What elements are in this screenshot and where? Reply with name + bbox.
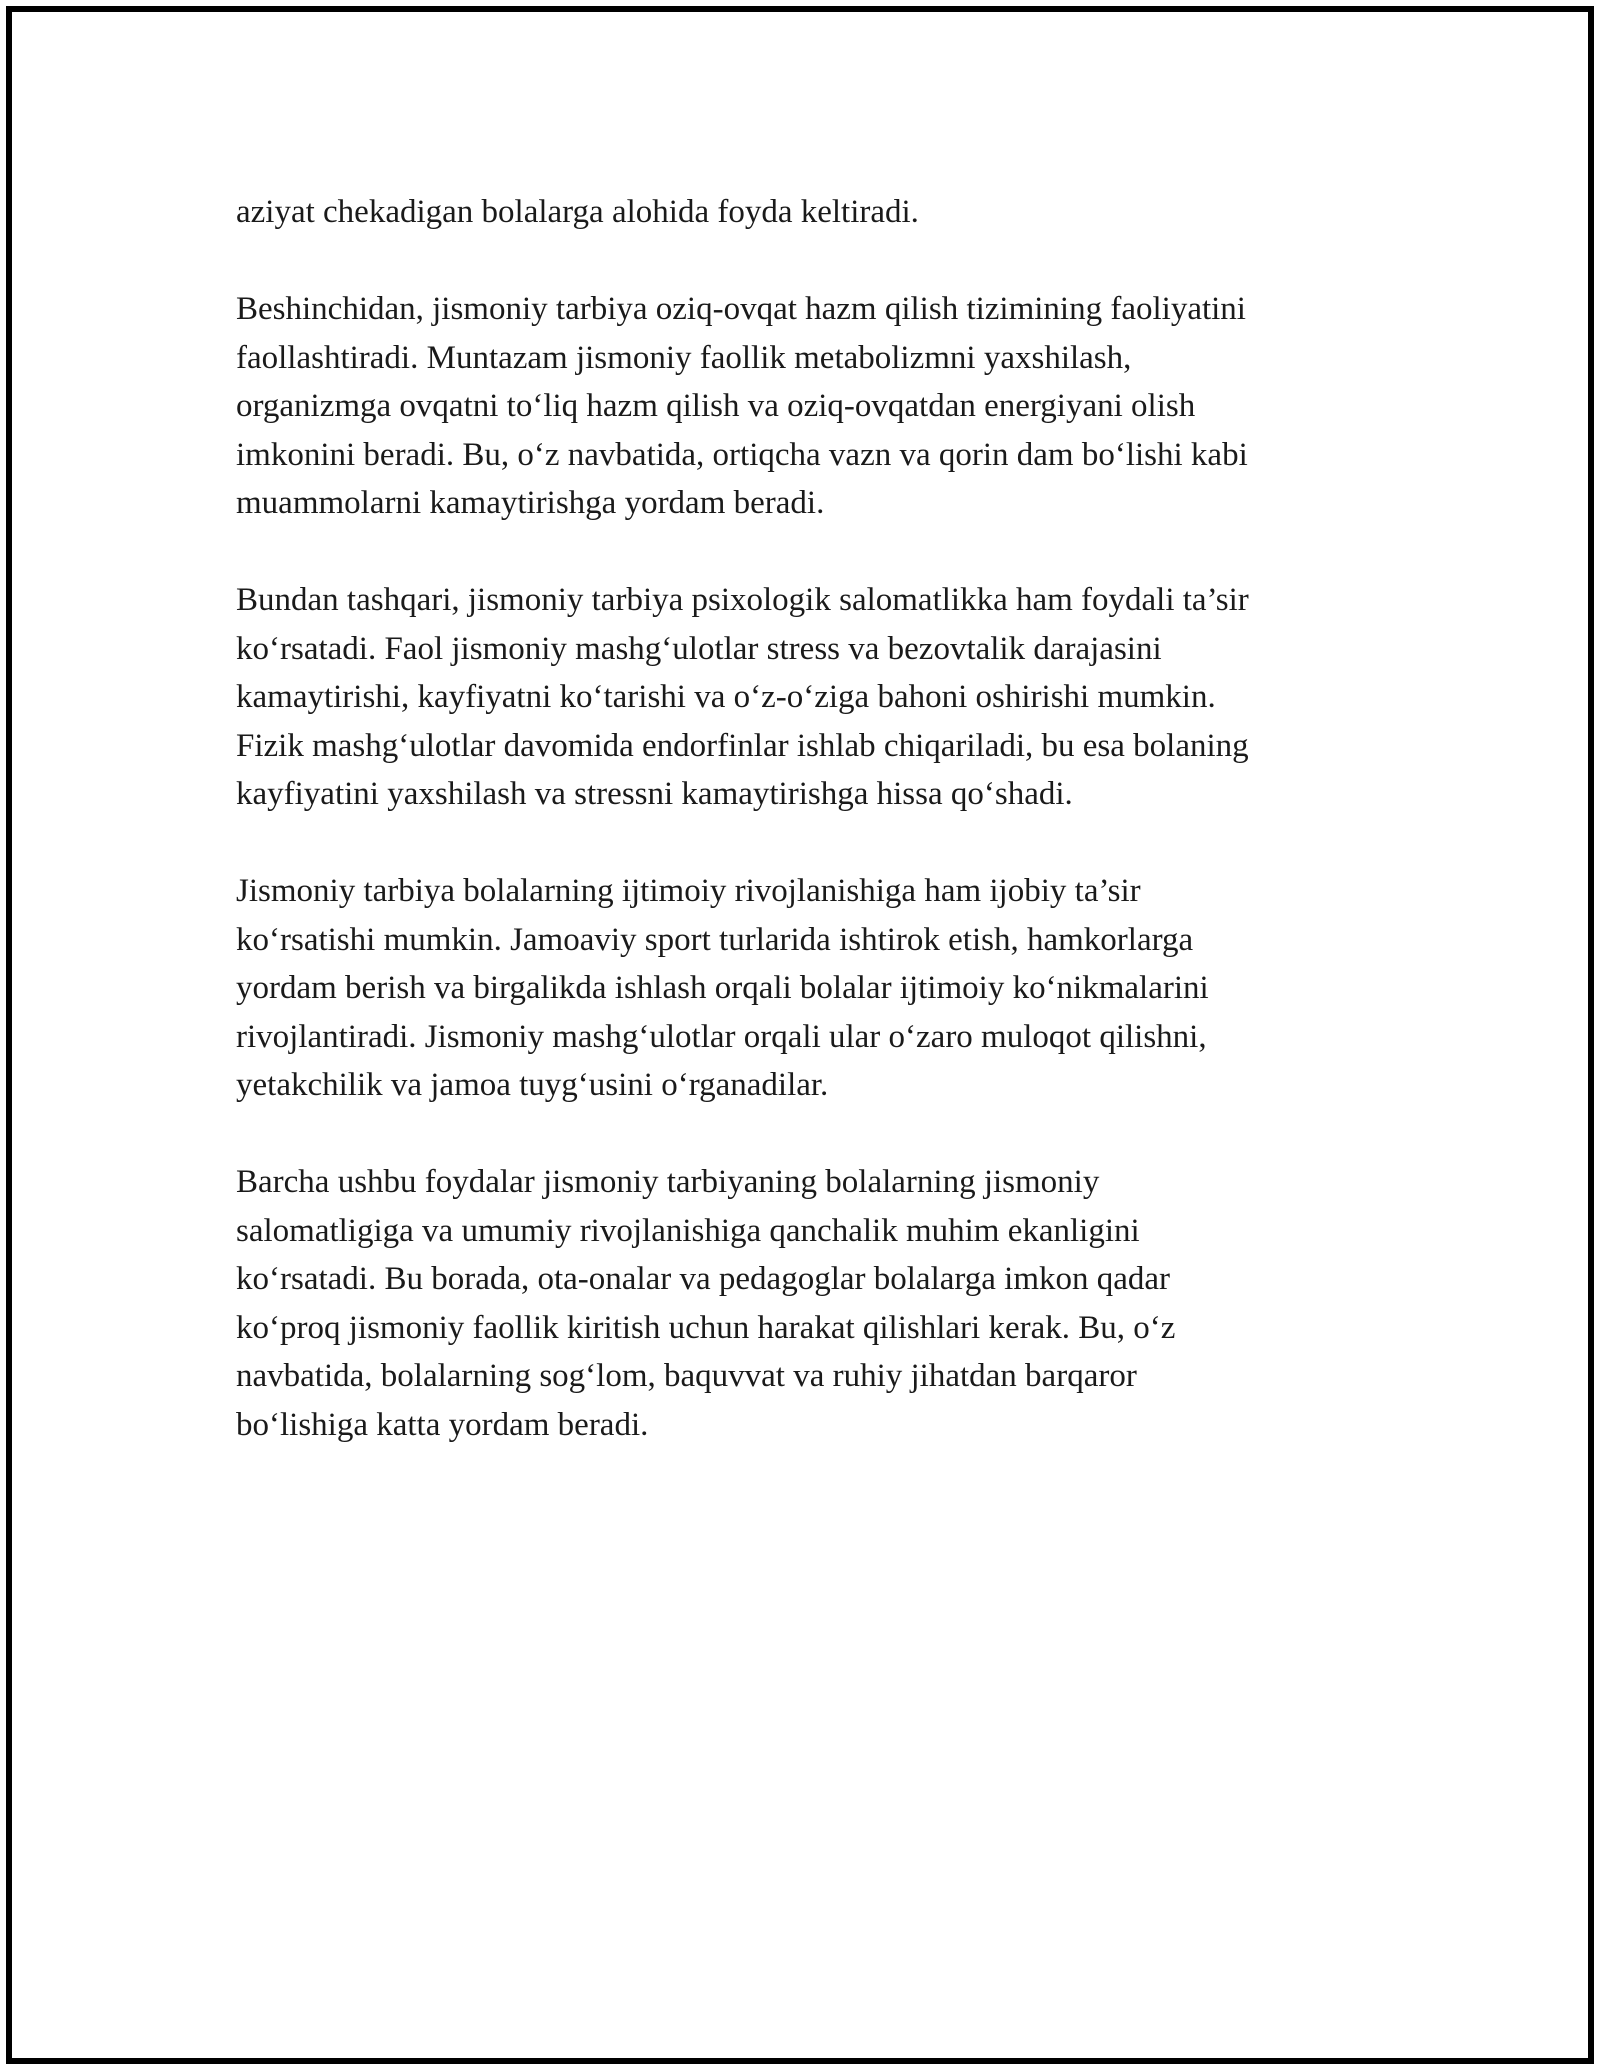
paragraph: Jismoniy tarbiya bolalarning ijtimoiy rivojlanishiga ham ijobiy ta’sir ko‘rsatishi mumkin. Jamoaviy sport turlarida ishtirok etish, hamkorlarga yordam berish va birgalikda ishlash orqali bolalar ijtimoiy ko‘nikmalarini rivojlantiradi. Jismoniy mashg‘ulotlar orqali ular o‘zaro muloqot qilishni, yetakchilik va jamoa tuyg‘usini o‘rganadilar.: [236, 873, 1209, 1103]
paragraph: aziyat chekadigan bolalarga alohida foyda keltiradi.: [236, 194, 919, 230]
document-body: [236, 188, 1386, 1498]
paragraph: Bundan tashqari, jismoniy tarbiya psixologik salomatlikka ham foydali ta’sir ko‘rsatadi. Faol jismoniy mashg‘ulotlar stress va bezovtalik darajasini kamaytirishi, kayfiyatni ko‘tarishi va o‘z-o‘ziga bahoni oshirishi mumkin. Fizik mashg‘ulotlar davomida endorfinlar ishlab chiqariladi, bu esa bolaning kayfiyatini yaxshilash va stressni kamaytirishga hissa qo‘shadi.: [236, 582, 1249, 812]
paragraph: Beshinchidan, jismoniy tarbiya oziq-ovqat hazm qilish tizimining faoliyatini faollashtiradi. Muntazam jismoniy faollik metabolizmni yaxshilash, organizmga ovqatni to‘liq hazm qilish va oziq-ovqatdan energiyani olish imkonini beradi. Bu, o‘z navbatida, ortiqcha vazn va qorin dam bo‘lishi kabi muammolarni kamaytirishga yordam beradi.: [236, 291, 1248, 521]
paragraph: Barcha ushbu foydalar jismoniy tarbiyaning bolalarning jismoniy salomatligiga va umumiy rivojlanishiga qanchalik muhim ekanligini ko‘rsatadi. Bu borada, ota-onalar va pedagoglar bolalarga imkon qadar ko‘proq jismoniy faollik kiritish uchun harakat qilishlari kerak. Bu, o‘z navbatida, bolalarning sog‘lom, baquvvat va ruhiy jihatdan barqaror bo‘lishiga katta yordam beradi.: [236, 1164, 1176, 1443]
